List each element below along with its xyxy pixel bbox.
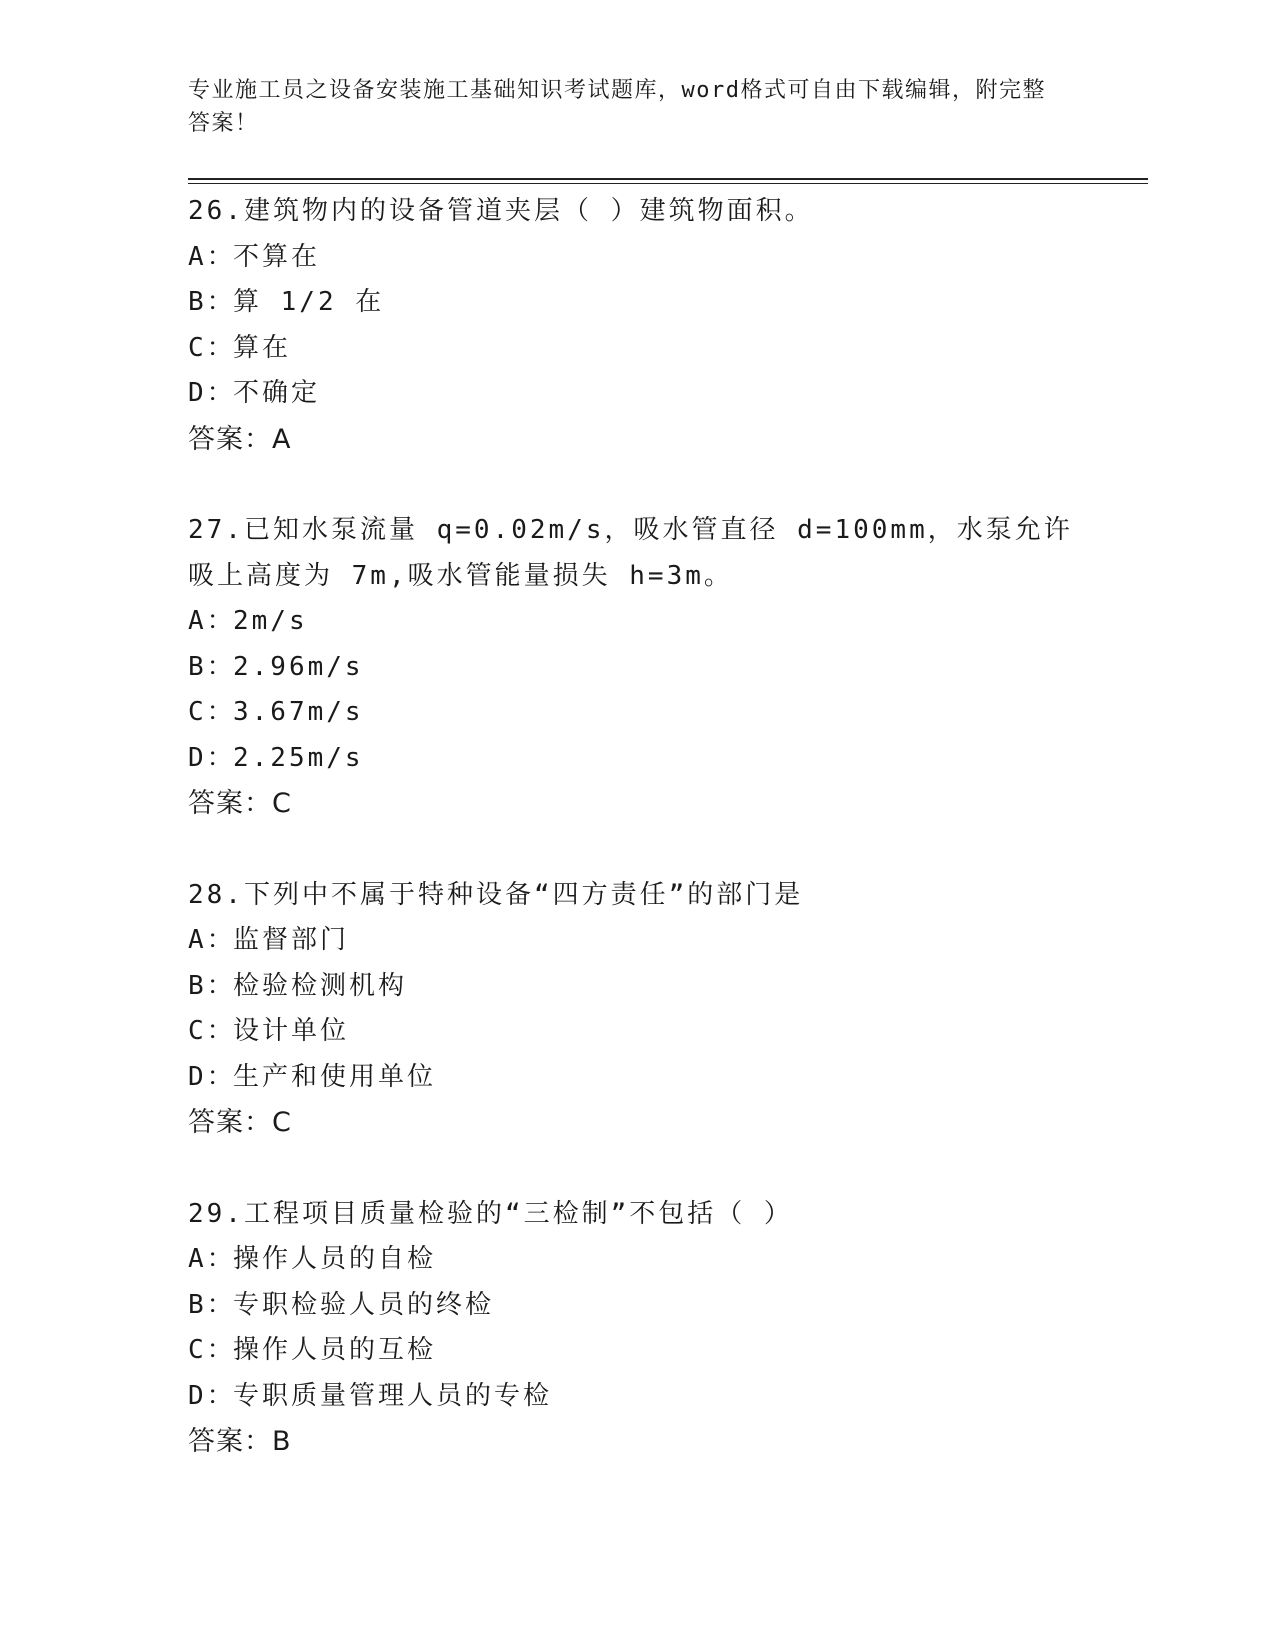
option-a — [188, 1237, 1088, 1283]
question-stem: 27.已知水泵流量 q=0.02m/s，吸水管直径 d=100mm，水泵允许吸上高度为 7m,吸水管能量损失 h=3m。 — [188, 515, 1073, 591]
option-letter: C： — [188, 332, 236, 363]
option-text: 检验检测机构 — [233, 970, 408, 1001]
option-text: 操作人员的自检 — [233, 1244, 437, 1274]
option-letter: B： — [188, 970, 236, 1001]
option-b — [188, 964, 1088, 1010]
header-divider-thin — [188, 183, 1148, 184]
option-text: 2.96m/s — [233, 651, 364, 682]
question-stem: 26.建筑物内的设备管道夹层（ ）建筑物面积。 — [188, 196, 814, 226]
option-letter: C： — [188, 697, 236, 727]
option-text: 3.67m/s — [233, 697, 364, 727]
option-b — [188, 1283, 1088, 1329]
option-text: 生产和使用单位 — [233, 1061, 437, 1092]
answer-line: 答案：C — [188, 788, 292, 819]
question-list — [188, 189, 1088, 1511]
option-c — [188, 1328, 1088, 1374]
option-text: 2.25m/s — [233, 742, 364, 773]
answer-line: 答案：C — [188, 1107, 292, 1138]
option-text: 不算在 — [233, 241, 321, 272]
option-a — [188, 235, 1088, 281]
option-letter: D： — [188, 1380, 236, 1411]
question-stem: 29.工程项目质量检验的“三检制”不包括（ ） — [188, 1198, 793, 1229]
option-b — [188, 280, 1088, 326]
option-text: 专职质量管理人员的专检 — [233, 1380, 553, 1411]
option-letter: B： — [188, 1289, 236, 1320]
question-27 — [188, 508, 1088, 827]
option-letter: A： — [188, 241, 236, 272]
option-c — [188, 326, 1088, 372]
option-text: 专职检验人员的终检 — [233, 1289, 495, 1320]
option-text: 2m/s — [233, 606, 308, 636]
option-b — [188, 645, 1088, 691]
question-29 — [188, 1192, 1088, 1465]
option-text: 算 1/2 在 — [233, 287, 385, 317]
option-letter: A： — [188, 925, 236, 955]
option-letter: A： — [188, 606, 236, 636]
option-letter: C： — [188, 1335, 236, 1365]
option-text: 操作人员的互检 — [233, 1335, 437, 1365]
answer-line: 答案：B — [188, 1426, 292, 1457]
option-c — [188, 1009, 1088, 1055]
question-stem: 28.下列中不属于特种设备“四方责任”的部门是 — [188, 879, 804, 910]
question-28 — [188, 873, 1088, 1146]
option-text: 设计单位 — [233, 1016, 350, 1046]
option-letter: A： — [188, 1244, 236, 1274]
answer-line: 答案：A — [188, 423, 292, 455]
option-d — [188, 371, 1088, 417]
document-header: 专业施工员之设备安装施工基础知识考试题库，word格式可自由下载编辑，附完整答案！ — [188, 78, 1046, 136]
option-d — [188, 1374, 1088, 1420]
option-d — [188, 736, 1088, 782]
header-divider-thick — [188, 178, 1148, 180]
option-letter: B： — [188, 287, 236, 317]
option-letter: B： — [188, 651, 236, 682]
option-letter: C： — [188, 1016, 236, 1046]
option-a — [188, 599, 1088, 645]
option-letter: D： — [188, 1061, 236, 1092]
question-26 — [188, 189, 1088, 462]
option-text: 不确定 — [233, 378, 321, 408]
option-c — [188, 690, 1088, 736]
option-text: 算在 — [233, 332, 292, 363]
option-letter: D： — [188, 378, 236, 408]
option-d — [188, 1055, 1088, 1101]
option-a — [188, 918, 1088, 964]
option-letter: D： — [188, 742, 236, 773]
option-text: 监督部门 — [233, 925, 350, 955]
